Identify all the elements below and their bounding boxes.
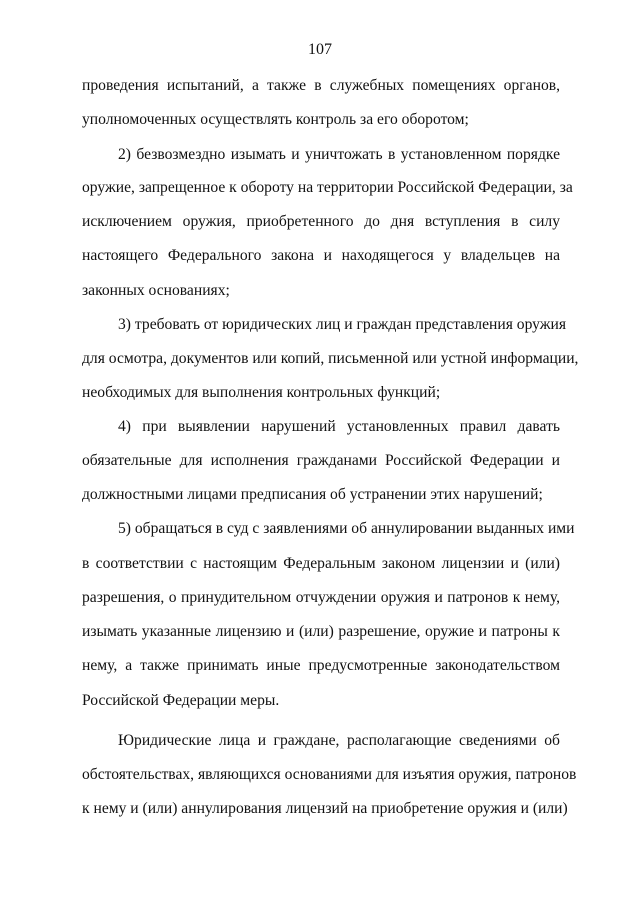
text-line: уполномоченных осуществлять контроль за его оборотом;	[82, 111, 469, 128]
text-line: настоящего Федерального закона и находящегося у владельцев на	[82, 247, 560, 264]
text-line: 3) требовать от юридических лиц и граждан представления оружия	[118, 316, 567, 333]
text-line: обстоятельствах, являющихся основаниями для изъятия оружия, патронов	[82, 766, 577, 783]
text-line: Российской Федерации меры.	[82, 692, 280, 709]
text-line: изымать указанные лицензию и (или) разрешение, оружие и патроны к	[82, 623, 560, 640]
text-line: обязательные для исполнения гражданами Российской Федерации и	[82, 452, 560, 469]
text-line: должностными лицами предписания об устранении этих нарушений;	[82, 486, 543, 503]
text-line: 2) безвозмездно изымать и уничтожать в установленном порядке	[118, 146, 560, 163]
text-line: 4) при выявлении нарушений установленных правил давать	[118, 418, 560, 435]
text-line: 5) обращаться в суд с заявлениями об аннулировании выданных ими	[118, 520, 575, 537]
text-line: к нему и (или) аннулирования лицензий на приобретение оружия и (или)	[82, 800, 568, 817]
text-line: в соответствии с настоящим Федеральным законом лицензии и (или)	[82, 555, 560, 572]
text-line: исключением оружия, приобретенного до дня вступления в силу	[82, 213, 560, 230]
text-line: оружие, запрещенное к обороту на территории Российской Федерации, за	[82, 179, 573, 196]
text-line: проведения испытаний, а также в служебных помещениях органов,	[82, 77, 560, 94]
text-line: нему, а также принимать иные предусмотренные законодательством	[82, 657, 560, 674]
page-number: 107	[308, 41, 332, 58]
text-line: законных основаниях;	[82, 282, 230, 299]
text-line: для осмотра, документов или копий, письменной или устной информации,	[82, 350, 579, 367]
text-line: разрешения, о принудительном отчуждении оружия и патронов к нему,	[82, 589, 560, 606]
text-line: необходимых для выполнения контрольных функций;	[82, 384, 441, 401]
text-line: Юридические лица и граждане, располагающие сведениями об	[118, 732, 560, 749]
